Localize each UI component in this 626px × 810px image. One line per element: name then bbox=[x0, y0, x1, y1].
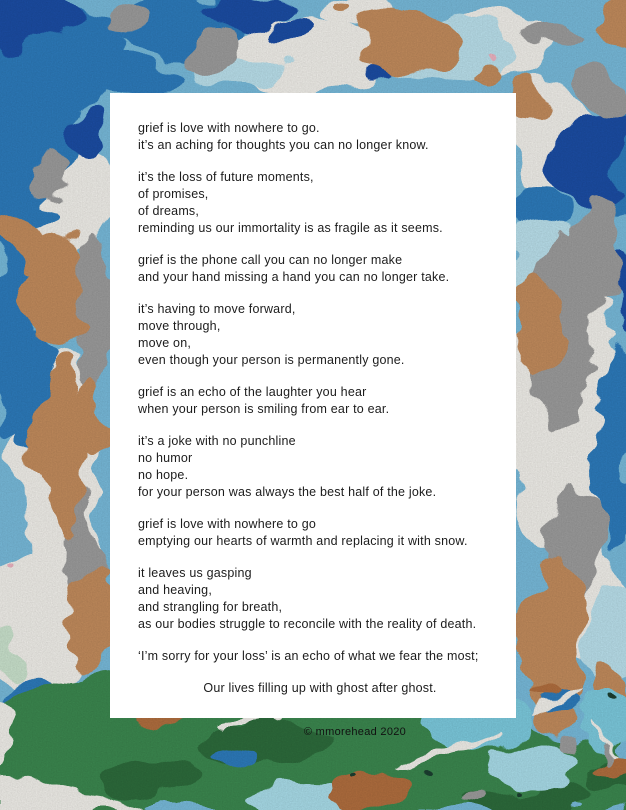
poem-line: of promises, bbox=[138, 187, 209, 201]
poem-line: no hope. bbox=[138, 468, 189, 482]
poem-line: of dreams, bbox=[138, 204, 200, 218]
poem-stanza bbox=[138, 384, 516, 418]
poem-line: grief is an echo of the laughter you hear bbox=[138, 385, 367, 399]
poem-stanza bbox=[138, 648, 516, 665]
poem-stanza bbox=[138, 120, 516, 154]
poem-line: and your hand missing a hand you can no longer take. bbox=[138, 270, 450, 284]
poem-stanza bbox=[138, 680, 516, 697]
poem-line: no humor bbox=[138, 451, 193, 465]
poem-card bbox=[110, 93, 516, 718]
poem-line: it leaves us gasping bbox=[138, 566, 252, 580]
poem-line: it’s a joke with no punchline bbox=[138, 434, 296, 448]
poem-line: even though your person is permanently gone. bbox=[138, 353, 405, 367]
poem-line: it’s having to move forward, bbox=[138, 302, 296, 316]
poem-line: grief is love with nowhere to go bbox=[138, 517, 317, 531]
poem-line: grief is love with nowhere to go. bbox=[138, 121, 320, 135]
poem-stanza bbox=[138, 516, 516, 550]
poem-line: it’s an aching for thoughts you can no longer know. bbox=[138, 138, 429, 152]
poem-stanza bbox=[138, 565, 516, 633]
poem-line: grief is the phone call you can no longer make bbox=[138, 253, 403, 267]
poem-final-line: Our lives filling up with ghost after ghost. bbox=[203, 681, 437, 695]
poem-line: move on, bbox=[138, 336, 192, 350]
poem-stanza bbox=[138, 301, 516, 369]
poem-line: move through, bbox=[138, 319, 221, 333]
poem-line: ‘I’m sorry for your loss’ is an echo of what we fear the most; bbox=[138, 649, 479, 663]
poem-stanza bbox=[138, 433, 516, 501]
poem-line: for your person was always the best half of the joke. bbox=[138, 485, 437, 499]
artist-credit: © mmorehead 2020 bbox=[303, 726, 407, 738]
poem-line: when your person is smiling from ear to ear. bbox=[138, 402, 390, 416]
poem-line: reminding us our immortality is as fragile as it seems. bbox=[138, 221, 443, 235]
poem-line: as our bodies struggle to reconcile with the reality of death. bbox=[138, 617, 477, 631]
poem-line: emptying our hearts of warmth and replacing it with snow. bbox=[138, 534, 468, 548]
poem-stanza bbox=[138, 169, 516, 237]
poem-line: it’s the loss of future moments, bbox=[138, 170, 314, 184]
poem-line: and strangling for breath, bbox=[138, 600, 283, 614]
poem-line: and heaving, bbox=[138, 583, 212, 597]
poem-stanza bbox=[138, 252, 516, 286]
